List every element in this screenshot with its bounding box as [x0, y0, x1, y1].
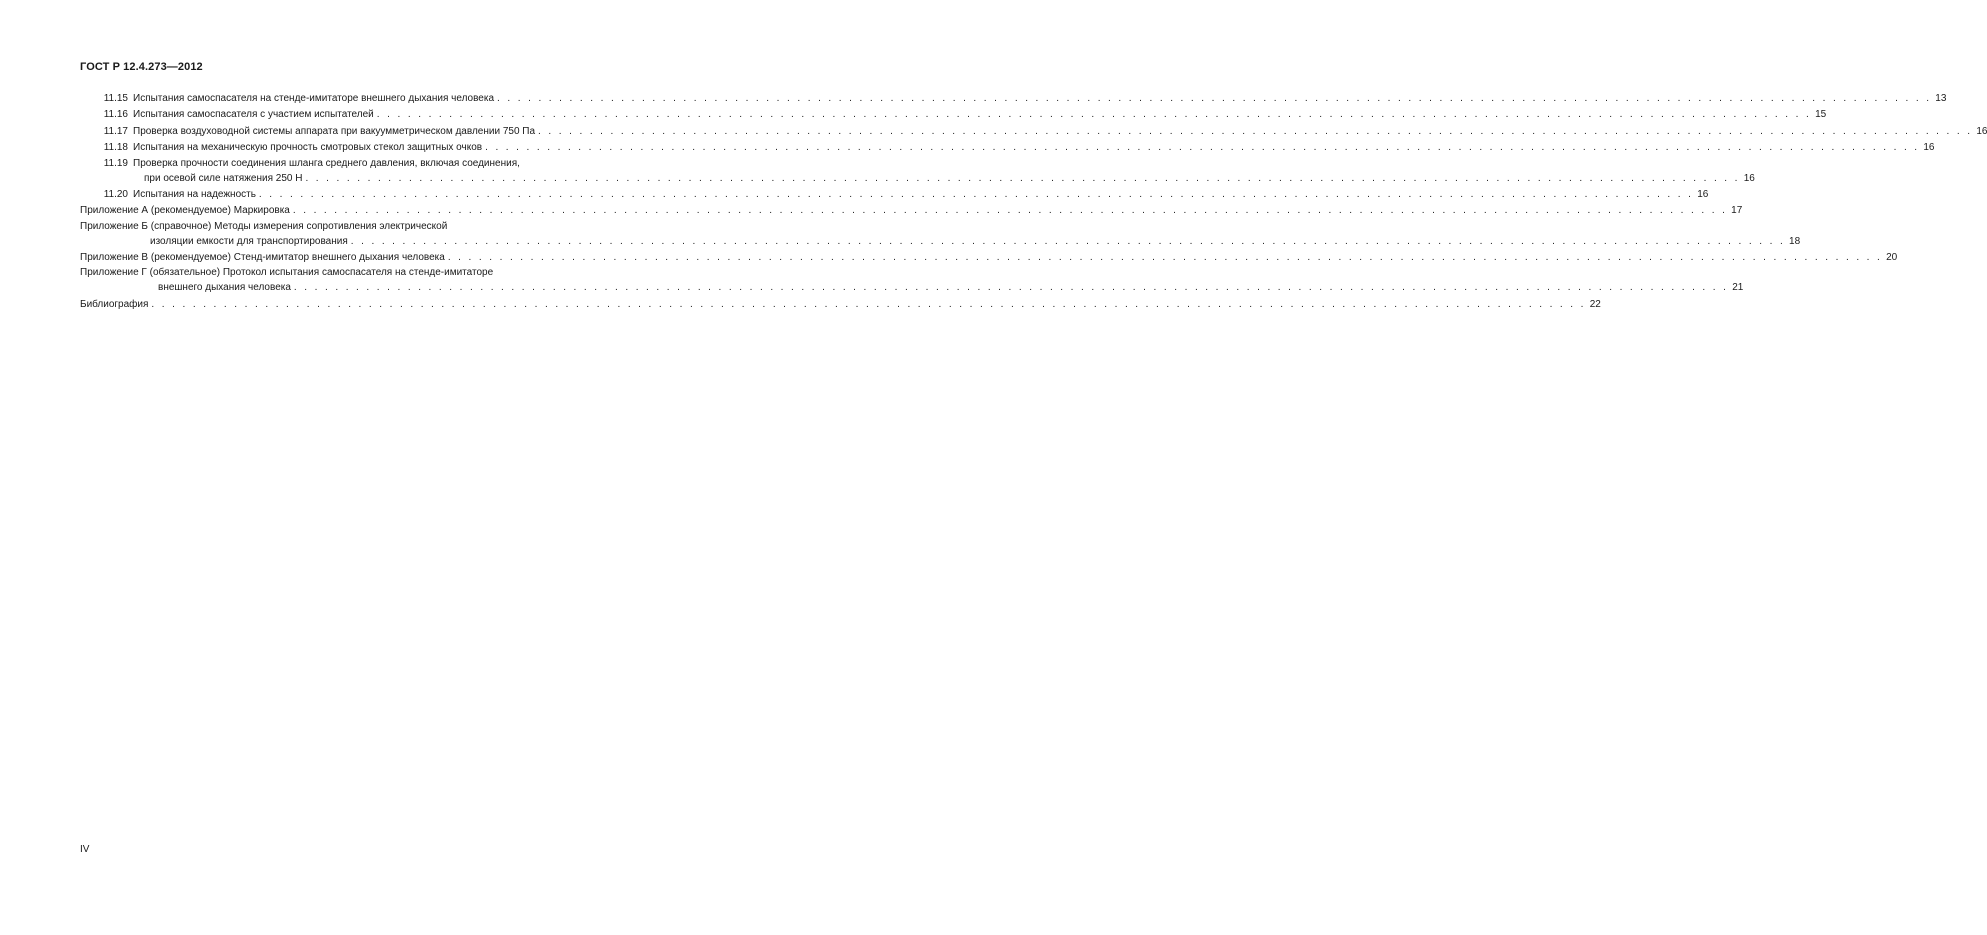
- toc-entry-title: Приложение В (рекомендуемое) Стенд-имитатор внешнего дыхания человека: [80, 252, 445, 263]
- toc-entry-title: Испытания на надежность: [133, 189, 256, 200]
- toc-entry-title-continued: при осевой силе натяжения 250 Н: [144, 173, 303, 184]
- toc-entry-page: 18: [1789, 236, 1801, 247]
- toc-entry-number: 11.18: [103, 142, 128, 153]
- toc-entry-title: Испытания самоспасателя на стенде-имитаторе внешнего дыхания человека: [133, 93, 495, 104]
- toc-leader: [351, 234, 1785, 249]
- toc-entry-page: 16: [1697, 189, 1709, 200]
- toc-entry-page: 16: [1976, 126, 1987, 137]
- toc-entry-appendix-v[interactable]: [80, 250, 1898, 265]
- toc-entry-page: 22: [1589, 299, 1601, 310]
- document-header: ГОСТ Р 12.4.273—2012: [80, 61, 203, 73]
- toc-entry-number: 11.15: [103, 93, 128, 104]
- toc-leader: [448, 250, 1882, 265]
- toc-entry-number: 11.19: [103, 158, 128, 169]
- toc-entry-page: 15: [1815, 109, 1827, 120]
- toc-leader: [538, 124, 1972, 139]
- toc-entry-page: 13: [1935, 93, 1947, 104]
- toc-entry-number: 11.16: [103, 109, 128, 120]
- toc-entry-number: 11.17: [103, 126, 128, 137]
- toc-leader: [294, 280, 1728, 295]
- toc-entry-bibliography[interactable]: [80, 297, 1601, 312]
- toc-entry[interactable]: [80, 107, 1827, 122]
- toc-leader: [497, 91, 1931, 106]
- toc-entry-page: 20: [1886, 252, 1898, 263]
- toc-entry-page: 21: [1732, 282, 1744, 293]
- toc-entry-page: 16: [1923, 142, 1935, 153]
- toc-entry-title: Проверка прочности соединения шланга среднего давления, включая соединения,: [133, 158, 520, 169]
- toc-entry[interactable]: [80, 156, 1755, 186]
- toc-entry[interactable]: [80, 124, 1987, 139]
- toc-entry-title: Приложение А (рекомендуемое) Маркировка: [80, 205, 290, 216]
- toc-entry[interactable]: [80, 140, 1935, 155]
- toc-entry-title: Библиография: [80, 299, 149, 310]
- toc-entry-page: 17: [1731, 205, 1743, 216]
- toc-entry-appendix-g[interactable]: [80, 265, 1744, 295]
- toc-entry[interactable]: [80, 187, 1709, 202]
- toc-entry-title: Проверка воздуховодной системы аппарата при вакуумметрическом давлении 750 Па: [133, 126, 536, 137]
- toc-leader: [305, 171, 1739, 186]
- toc-entry-title-continued: изоляции емкости для транспортирования: [150, 236, 348, 247]
- toc-entry[interactable]: [80, 91, 1947, 106]
- toc-leader: [377, 107, 1811, 122]
- toc-leader: [151, 297, 1585, 312]
- page-number: IV: [80, 844, 90, 855]
- toc-entry-page: 16: [1743, 173, 1755, 184]
- toc-leader: [293, 203, 1727, 218]
- toc-entry-title-continued: внешнего дыхания человека: [158, 282, 291, 293]
- toc-entry-title: Приложение Г (обязательное) Протокол испытания самоспасателя на стенде-имитаторе: [80, 267, 494, 278]
- toc-entry-appendix-a[interactable]: [80, 203, 1743, 218]
- toc-leader: [259, 187, 1693, 202]
- toc-entry-number: 11.20: [103, 189, 128, 200]
- toc-entry-title: Испытания самоспасателя с участием испытателей: [133, 109, 374, 120]
- toc-entry-title: Испытания на механическую прочность смотровых стекол защитных очков: [133, 142, 483, 153]
- toc-entry-title: Приложение Б (справочное) Методы измерения сопротивления электрической: [80, 221, 448, 232]
- toc-entry-appendix-b[interactable]: [80, 219, 1801, 249]
- toc-leader: [485, 140, 1919, 155]
